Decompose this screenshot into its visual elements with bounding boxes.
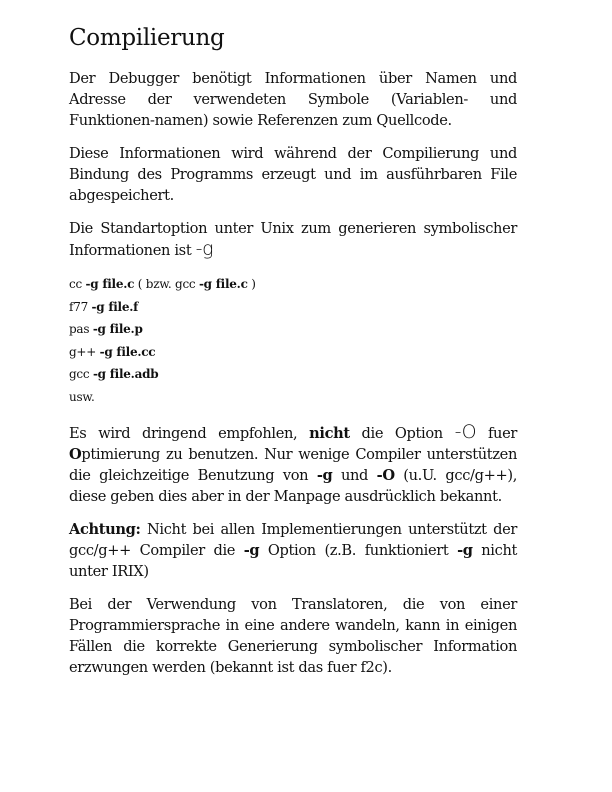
code-line: pas -g file.p <box>69 322 143 336</box>
g-flag: -g <box>195 238 214 260</box>
code-line: f77 -g file.f <box>69 299 139 314</box>
attention-label: Achtung: <box>69 521 141 538</box>
code-line: gcc -g file.adb <box>69 367 159 381</box>
paragraph-optimization-warning: Es wird dringend empfohlen, nicht die Option -O fuer Optimierung zu benutzen. Nur wenige Compiler unterstützen die gleichzeitige Benutzung von -g und -O (u.U. gcc/g++), diese geben dies aber in der Manpage ausdrücklich bekannt. <box>69 421 517 505</box>
page-title: Compilierung <box>69 25 225 51</box>
paragraph-debugger-info: Der Debugger benötigt Informationen über Namen und Adresse der verwendeten Symbole (Variablen- und Funktionen-namen) sowie Referenzen zum Quellcode. <box>69 70 517 129</box>
compile-command-list <box>69 273 517 408</box>
paragraph-standard-option-text: Die Standartoption unter Unix zum generieren symbolischer Informationen ist <box>69 220 517 259</box>
paragraph-standard-option <box>69 218 517 261</box>
paragraph-translators: Bei der Verwendung von Translatoren, die von einer Programmiersprache in eine andere wandeln, kann in einigen Fällen die korrekte Generierung symbolischer Information erzwungen werden (bekannt ist das fuer f2c). <box>69 596 517 676</box>
paragraph-compile-info: Diese Informationen wird während der Compilierung und Bindung des Programms erzeugt und im ausführbaren File abgespeichert. <box>69 145 517 204</box>
code-line: g++ -g file.cc <box>69 344 156 359</box>
document-body <box>69 24 517 690</box>
paragraph-attention-note: Achtung: Nicht bei allen Implementierungen unterstützt der gcc/g++ Compiler die -g Option (z.B. funktioniert -g nicht unter IRIX) <box>69 521 518 580</box>
code-line: usw. <box>69 389 95 404</box>
code-line: cc -g file.c ( bzw. gcc -g file.c ) <box>69 277 256 291</box>
